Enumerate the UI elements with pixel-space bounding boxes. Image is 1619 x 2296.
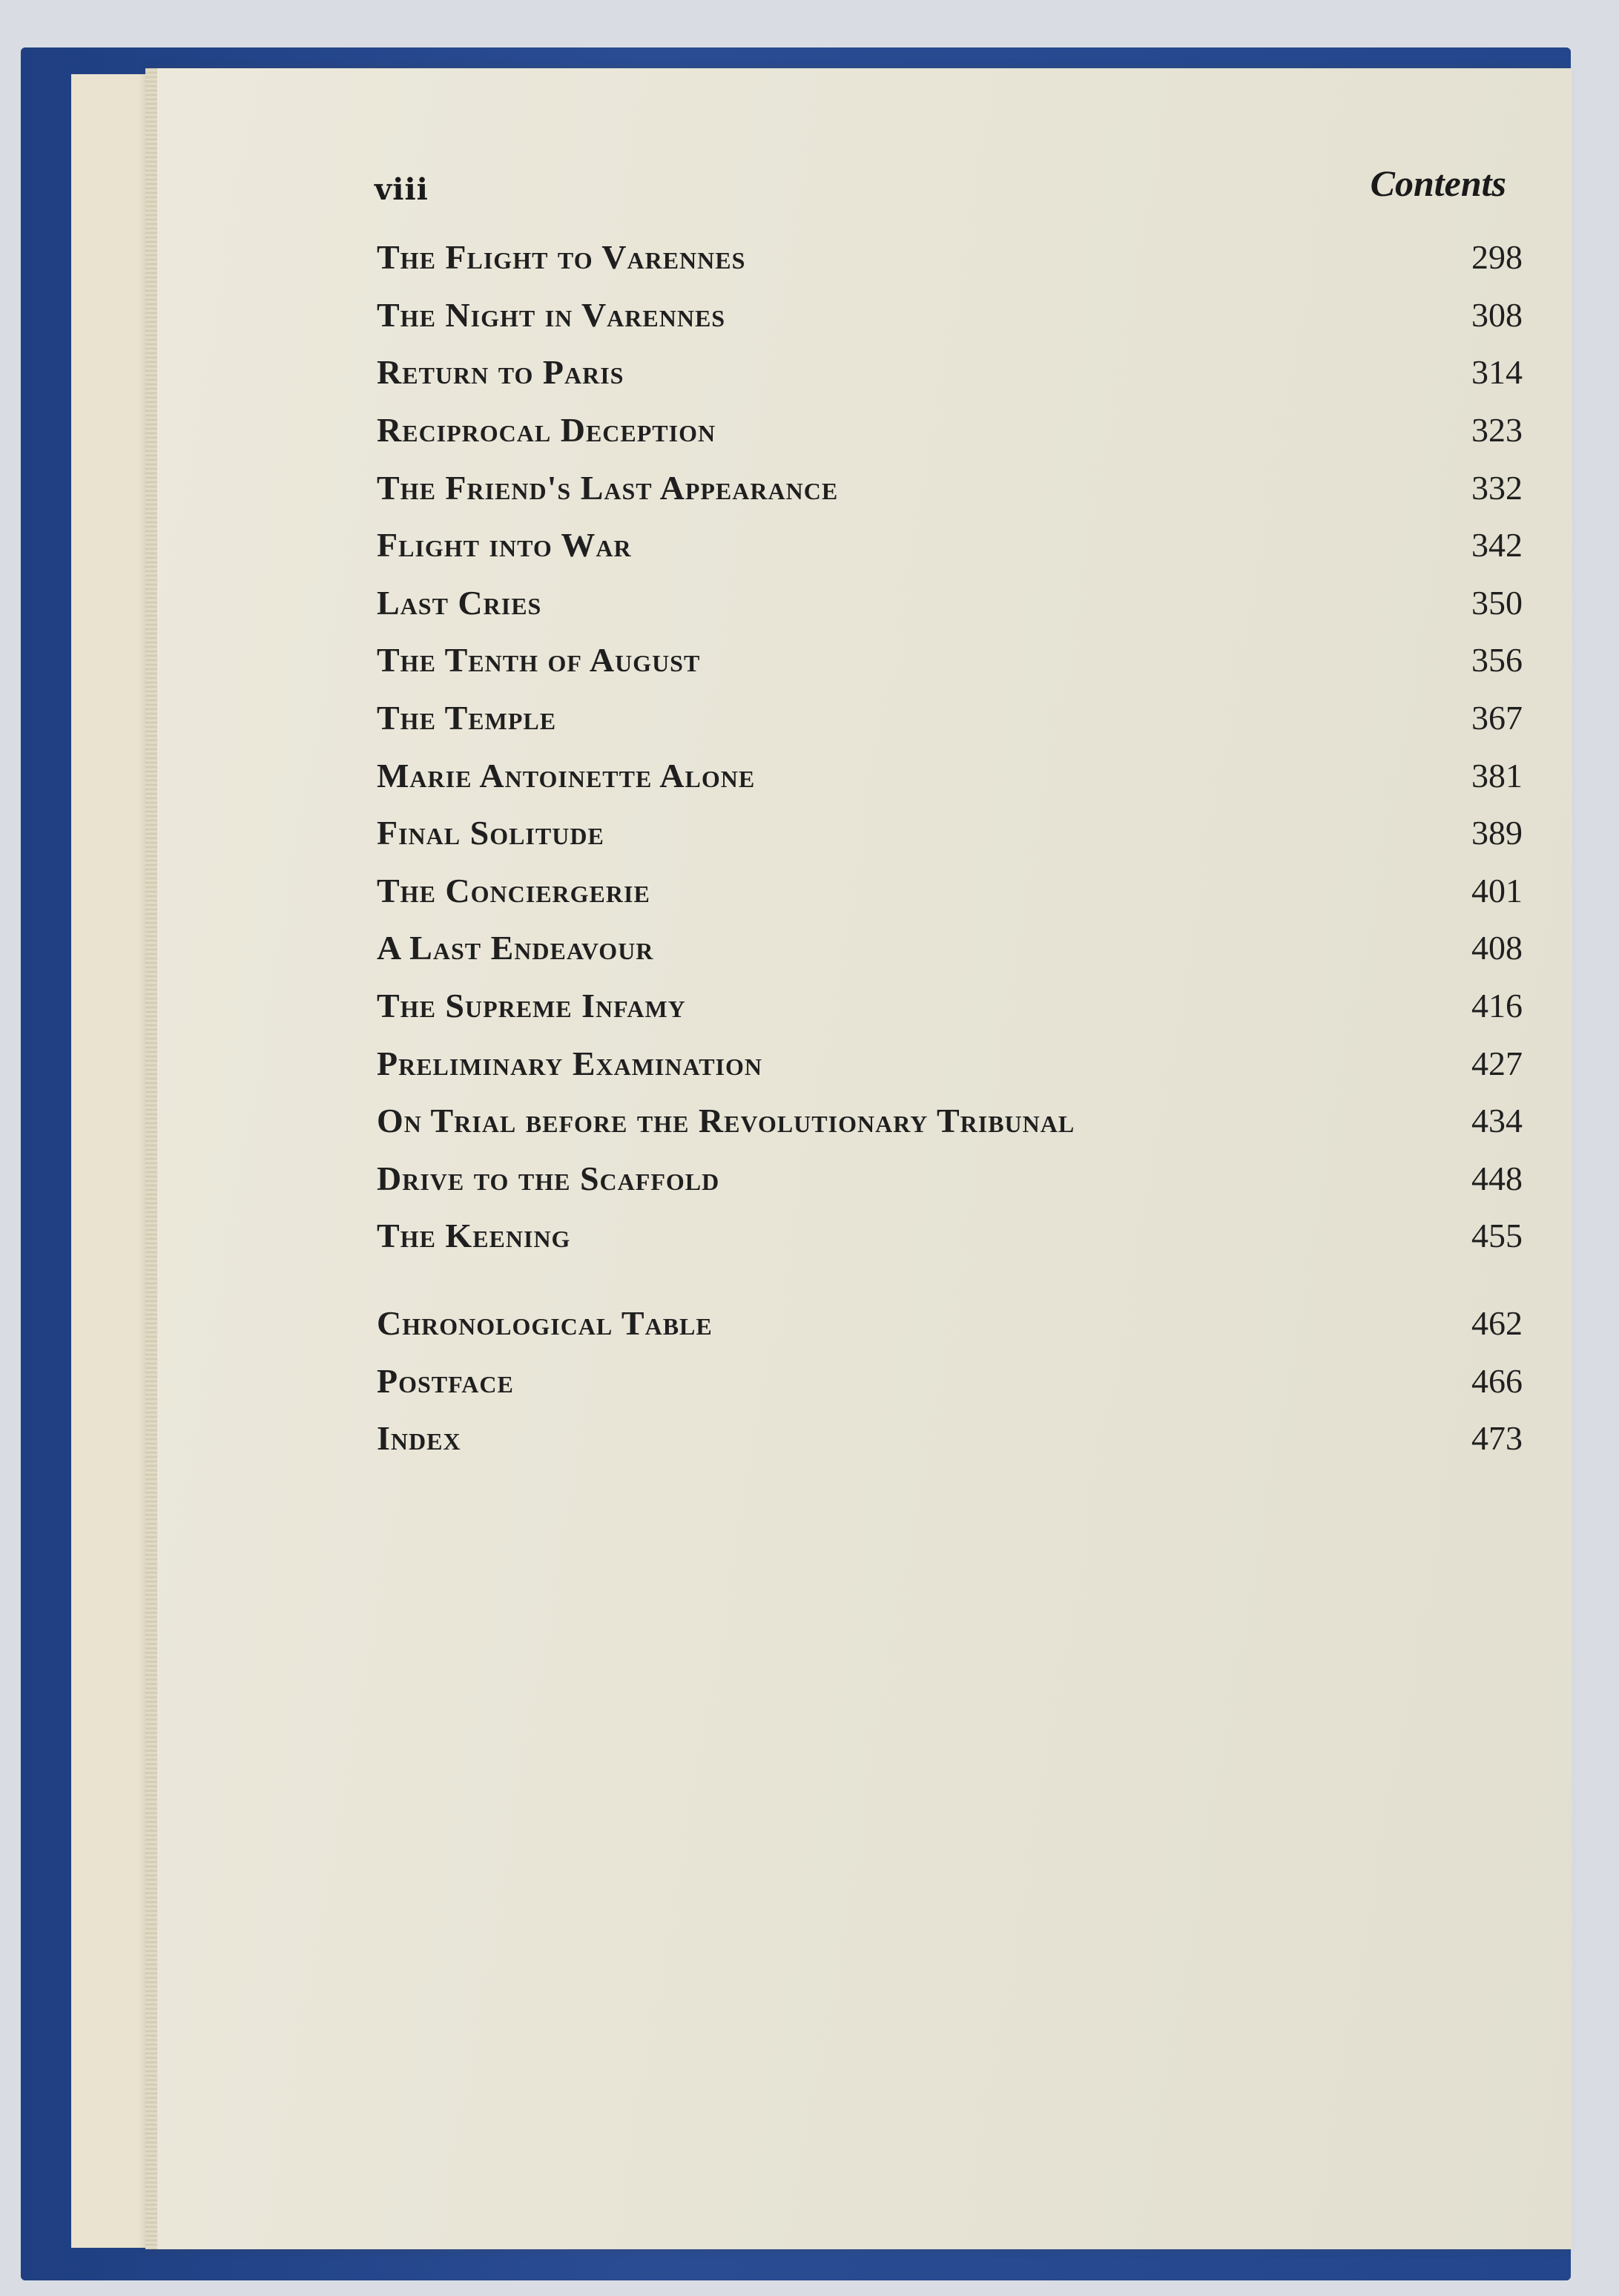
toc-entry-title: Index [377, 1419, 461, 1458]
toc-entry-title: The Friend's Last Appearance [377, 468, 839, 507]
toc-entry-page: 350 [1471, 583, 1523, 622]
toc-entry-page: 473 [1471, 1419, 1523, 1458]
toc-entry [377, 574, 1523, 632]
toc-entry-page: 381 [1471, 756, 1523, 795]
toc-entry [377, 1150, 1523, 1208]
toc-entry [377, 1207, 1523, 1265]
page-deckle-edge [145, 68, 157, 2249]
toc-entry-title: The Temple [377, 699, 557, 737]
toc-entry-page: 434 [1471, 1102, 1523, 1140]
toc-entry-page: 462 [1471, 1303, 1523, 1342]
toc-entry [377, 862, 1523, 920]
toc-entry-title: Drive to the Scaffold [377, 1159, 720, 1197]
toc-entry-page: 323 [1471, 411, 1523, 450]
toc-entry-title: A Last Endeavour [377, 929, 654, 967]
toc-entry [377, 804, 1523, 862]
toc-entry-title: Return to Paris [377, 353, 624, 392]
toc-entry-page: 389 [1471, 814, 1523, 852]
section-spacer [377, 1265, 1523, 1295]
toc-entry-title: The Conciergerie [377, 871, 650, 909]
toc-entry-page: 332 [1471, 468, 1523, 507]
toc-entry-title: Last Cries [377, 583, 542, 622]
page-number-header: viii [375, 172, 429, 207]
toc-entry-page: 314 [1471, 353, 1523, 392]
toc-entry-page: 448 [1471, 1159, 1523, 1197]
running-head-title: Contents [1370, 162, 1506, 204]
toc-entry [377, 631, 1523, 689]
back-matter-entry [377, 1352, 1523, 1409]
toc-entry-title: The Night in Varennes [377, 295, 726, 334]
toc-entry-title: Reciprocal Deception [377, 411, 716, 450]
table-of-contents [377, 228, 1523, 1467]
toc-entry-title: Marie Antoinette Alone [377, 756, 756, 795]
toc-entry-page: 308 [1471, 295, 1523, 334]
toc-entry-title: On Trial before the Revolutionary Tribunal [377, 1102, 1075, 1140]
toc-entry [377, 458, 1523, 516]
toc-entry [377, 919, 1523, 977]
toc-entry-page: 408 [1471, 929, 1523, 967]
toc-entry [377, 1034, 1523, 1092]
toc-entry-page: 466 [1471, 1361, 1523, 1400]
toc-entry [377, 286, 1523, 344]
toc-entry-page: 416 [1471, 987, 1523, 1025]
toc-entry-title: The Supreme Infamy [377, 987, 686, 1025]
toc-entry-title: The Tenth of August [377, 641, 701, 680]
toc-entry [377, 689, 1523, 747]
toc-entry-page: 455 [1471, 1217, 1523, 1255]
toc-entry [377, 1092, 1523, 1150]
toc-entry-title: Postface [377, 1361, 514, 1400]
toc-entry [377, 401, 1523, 459]
toc-entry-title: Preliminary Examination [377, 1044, 763, 1082]
toc-entry [377, 343, 1523, 401]
toc-entry-title: The Keening [377, 1217, 571, 1255]
toc-entry-page: 356 [1471, 641, 1523, 680]
toc-entry [377, 746, 1523, 804]
toc-entry-title: Final Solitude [377, 814, 604, 852]
toc-entry [377, 516, 1523, 574]
toc-entry [377, 977, 1523, 1035]
toc-entry-title: The Flight to Varennes [377, 238, 746, 277]
toc-entry-title: Flight into War [377, 526, 632, 565]
toc-entry-page: 401 [1471, 871, 1523, 909]
toc-entry-page: 427 [1471, 1044, 1523, 1082]
back-matter-entry [377, 1409, 1523, 1467]
toc-entry-title: Chronological Table [377, 1303, 713, 1342]
toc-entry-page: 342 [1471, 526, 1523, 565]
toc-entry-page: 298 [1471, 238, 1523, 277]
back-matter-entry [377, 1295, 1523, 1352]
toc-entry [377, 228, 1523, 286]
toc-entry-page: 367 [1471, 699, 1523, 737]
